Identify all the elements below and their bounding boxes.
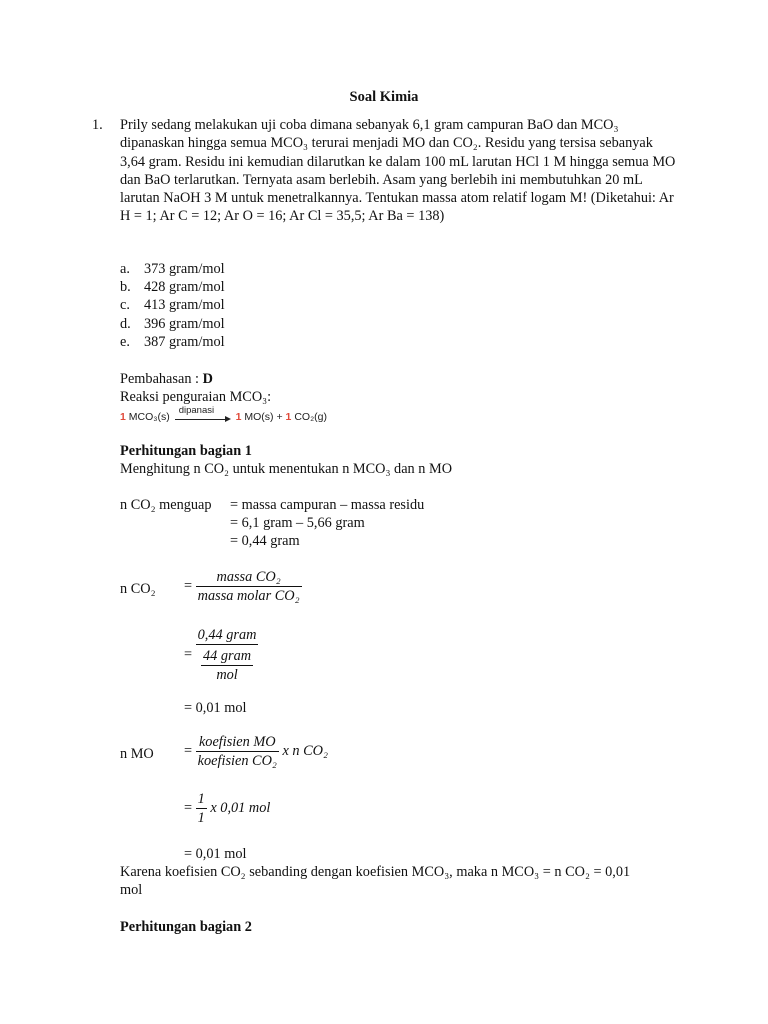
arrow-head-icon	[225, 416, 231, 422]
reaction-equation	[120, 405, 327, 426]
arrow-line	[175, 419, 227, 420]
option-text: 373 gram/mol	[144, 261, 225, 277]
nmo-lhs: n MO	[120, 746, 154, 762]
fraction-numerator: 0,44 gram	[197, 627, 257, 643]
nmo-fraction	[196, 733, 279, 770]
fraction-denominator: 1	[197, 810, 205, 826]
equals-sign: =	[184, 799, 193, 816]
option-letter: d.	[120, 316, 131, 332]
arrow-label: dipanasi	[178, 405, 215, 417]
nmo2-tail: x 0,01 mol	[210, 799, 271, 816]
reaction-product: CO₂(g)	[294, 411, 327, 423]
co2-line-2: = 6,1 gram – 5,66 gram	[230, 515, 365, 531]
option-letter: e.	[120, 334, 130, 350]
fraction-numerator: koefisien MO	[196, 733, 279, 752]
fraction-denominator: massa molar CO₂	[197, 588, 300, 604]
co2-lhs: n CO₂ menguap	[120, 497, 212, 513]
reaction-plus: +	[276, 411, 283, 423]
step3: = 0,01 mol	[184, 700, 247, 716]
answer-value: D	[202, 371, 213, 387]
option-b	[120, 278, 225, 296]
reaction-coefficient: 1	[285, 411, 292, 423]
option-e	[120, 333, 225, 351]
nco2-lhs: n CO₂	[120, 581, 156, 597]
conclusion-line-1: Karena koefisien CO₂ sebanding dengan koefisien MCO₃, maka n MCO₃ = n CO₂ = 0,01	[120, 864, 631, 880]
fraction-denominator: koefisien CO₂	[197, 753, 277, 769]
nmo2-equation	[184, 790, 270, 827]
equals-sign: =	[184, 646, 193, 663]
co2-line-3: = 0,44 gram	[230, 533, 300, 549]
question-number: 1.	[92, 117, 103, 133]
co2-line-1: = massa campuran – massa residu	[230, 497, 425, 513]
nco2-fraction	[196, 568, 302, 605]
nmo3: = 0,01 mol	[184, 846, 247, 862]
equals-sign: =	[184, 577, 193, 594]
fraction-numerator: 1	[197, 791, 205, 807]
inner-fraction	[201, 647, 253, 684]
reaction-product: MO(s)	[244, 411, 274, 423]
option-text: 413 gram/mol	[144, 297, 225, 313]
reaction-reactant: MCO₃(s)	[128, 411, 170, 423]
option-a	[120, 260, 225, 278]
option-letter: c.	[120, 297, 130, 313]
option-text: 396 gram/mol	[144, 316, 225, 332]
nco2-equation	[184, 568, 302, 605]
nmo2-fraction	[196, 790, 207, 827]
option-c	[120, 296, 225, 314]
document-title: Soal Kimia	[349, 89, 419, 105]
reaction-heading: Reaksi penguraian MCO₃:	[120, 389, 272, 405]
step2-fraction	[196, 626, 259, 684]
reaction-coefficient: 1	[235, 411, 242, 423]
part1-intro: Menghitung n CO₂ untuk menentukan n MCO₃ dan n MO	[120, 461, 453, 477]
question-text: Prily sedang melakukan uji coba dimana sebanyak 6,1 gram campuran BaO dan MCO₃ dipanaskan hingga semua MCO₃ terurai menjadi MO dan CO₂. Residu yang tersisa sebanyak 3,64 gram. Residu ini kemudian dilarutkan ke dalam 100 mL larutan HCl 1 M hingga semua MO dan BaO terlarutkan. Ternyata asam berlebih. Asam yang berlebih ini membutuhkan 20 mL larutan NaOH 3 M untuk menetralkannya. Tentukan massa atom relatif logam M! (Diketahui: Ar H = 1; Ar C = 12; Ar O = 16; Ar Cl = 35,5; Ar Ba = 138)	[120, 117, 676, 225]
step2-equation	[184, 626, 258, 684]
fraction-numerator: massa CO₂	[196, 568, 302, 587]
inner-numerator: 44 gram	[203, 648, 252, 664]
option-letter: a.	[120, 261, 130, 277]
nmo-equation	[184, 733, 328, 770]
reaction-arrow	[175, 405, 231, 424]
nmo-tail: x n CO₂	[282, 742, 328, 759]
inner-denominator: mol	[216, 667, 238, 683]
option-d	[120, 315, 225, 333]
equals-sign: =	[184, 742, 193, 759]
part1-heading: Perhitungan bagian 1	[120, 443, 252, 459]
option-text: 428 gram/mol	[144, 279, 225, 295]
reaction-coefficient: 1	[120, 411, 126, 423]
answer-line	[120, 370, 213, 388]
part2-heading: Perhitungan bagian 2	[120, 919, 252, 935]
answer-label: Pembahasan :	[120, 371, 203, 387]
fraction-denominator	[196, 645, 259, 684]
option-letter: b.	[120, 279, 131, 295]
conclusion-line-2: mol	[120, 882, 143, 898]
option-text: 387 gram/mol	[144, 334, 225, 350]
